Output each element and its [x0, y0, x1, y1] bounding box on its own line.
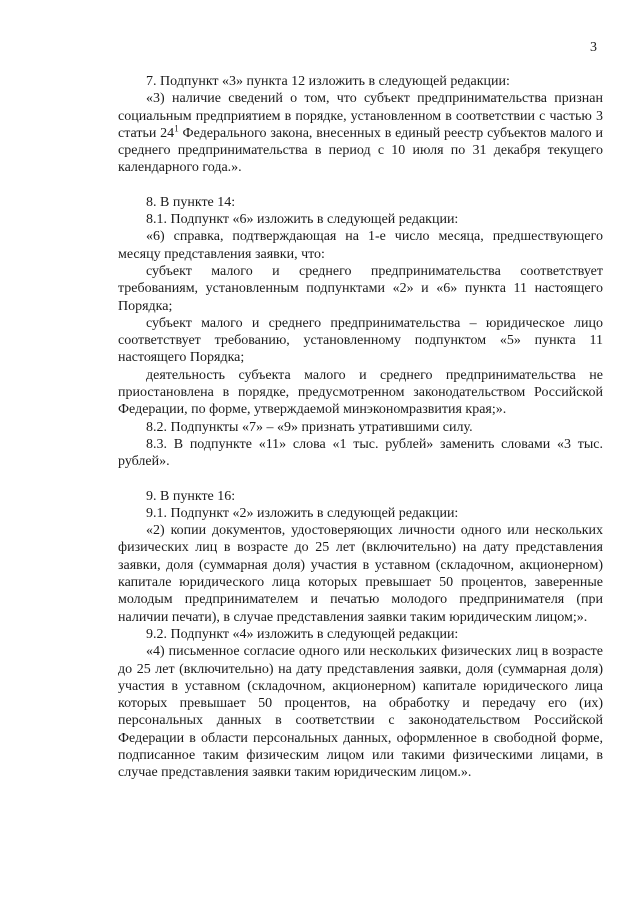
- paragraph-subitem-4-text: «4) письменное согласие одного или нескольких физических лиц в возрасте до 25 лет (включительно) на дату представления заявки, доля (суммарная доля) участия в уставном (складочном, акционерном) капитале юридического лица которых превышает 50 процентов, на обработку и передачу его (их) персональных данных в соответствии с законодательством Российской Федерации в области персональных данных, оформленное в свободной форме, подписанное таким физическим лицом или такими физическими лицами, в случае представления заявки таким юридическим лицом.».: [118, 644, 603, 781]
- paragraph-gap: [118, 471, 603, 488]
- paragraph-subitem-3-text: [118, 90, 603, 176]
- paragraph-requirement-3: деятельность субъекта малого и среднего предпринимательства не приостановлена в порядке, предусмотренном законодательством Российской Федерации, по форме, утверждаемой минэкономразвития края;».: [118, 367, 603, 418]
- paragraph-item-8-1: 8.1. Подпункт «6» изложить в следующей редакции:: [146, 212, 459, 228]
- paragraph-text: Федерального закона, внесенных в единый реестр субъектов малого и среднего предпринимательства в период с 10 июля по 31 декабря текущего календарного года.».: [118, 125, 603, 176]
- paragraph-gap: [118, 177, 603, 194]
- paragraph-subitem-2-text: «2) копии документов, удостоверяющих личности одного или нескольких физических лиц в возрасте до 25 лет (включительно) на дату представления заявки, доля (суммарная доля) участия в уставном (складочном, акционерном) капитале юридического лица которых превышает 50 процентов, заверенные молодым предпринимателем и печатью молодого предпринимателя (при наличии печати), в случае представления заявки таким юридическим лицом;».: [118, 523, 603, 625]
- paragraph-item-8-2: 8.2. Подпункты «7» – «9» признать утратившими силу.: [146, 419, 473, 435]
- paragraph-item-7: 7. Подпункт «3» пункта 12 изложить в следующей редакции:: [146, 74, 510, 89]
- paragraph-text: «3) наличие сведений о том, что субъект предпринимательства признан социальным предприятием в порядке, установленном в соответствии с частью 3 статьи 24: [118, 91, 603, 141]
- paragraph-requirement-2: субъект малого и среднего предпринимательства – юридическое лицо соответствует требованию, установленному подпунктом «5» пункта 11 настоящего Порядка;: [118, 315, 603, 366]
- page-number: 3: [590, 40, 597, 55]
- paragraph-item-9-2: 9.2. Подпункт «4» изложить в следующей редакции:: [146, 626, 459, 642]
- paragraph-subitem-6-text: «6) справка, подтверждающая на 1-е число месяца, предшествующего месяцу представления заявки, что:: [118, 229, 603, 262]
- paragraph-item-8-3: 8.3. В подпункте «11» слова «1 тыс. рублей» заменить словами «3 тыс. рублей».: [118, 436, 603, 470]
- paragraph-requirement-1: субъект малого и среднего предпринимательства соответствует требованиям, установленным подпунктами «2» и «6» пункта 11 настоящего Порядка;: [118, 263, 603, 314]
- paragraph-item-8: 8. В пункте 14:: [146, 194, 236, 210]
- paragraph-item-9-1: 9.1. Подпункт «2» изложить в следующей редакции:: [146, 505, 459, 521]
- paragraph-item-9: 9. В пункте 16:: [146, 488, 236, 504]
- superscript: 1: [174, 123, 179, 134]
- document-body: [118, 73, 603, 782]
